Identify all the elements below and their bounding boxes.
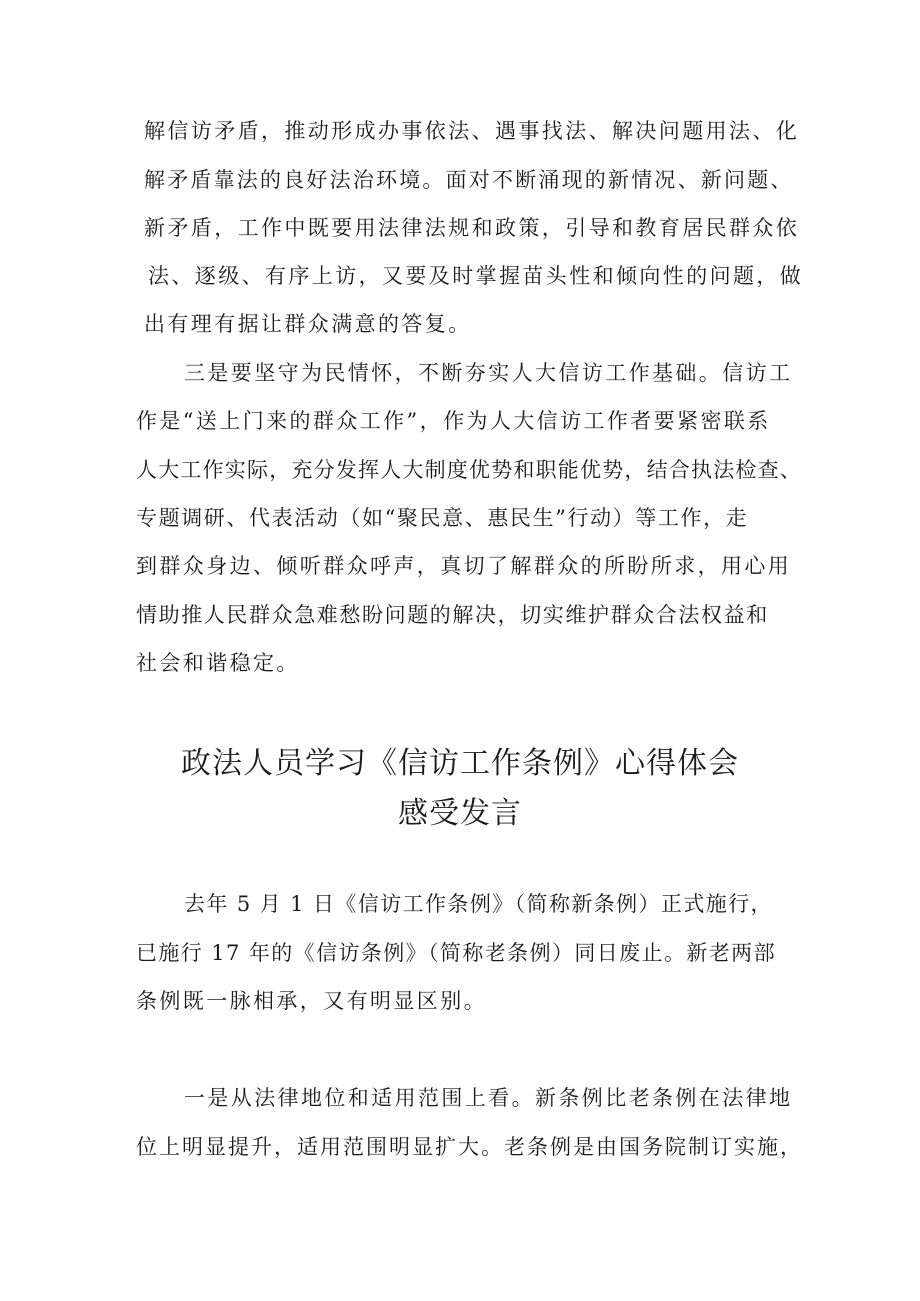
- paragraph-2-line-7: 社会和谐稳定。: [136, 651, 300, 675]
- section-title-line-1: 政法人员学习《信访工作条例》心得体会: [181, 746, 739, 781]
- paragraph-2-line-2: 作是“送上门来的群众工作”，作为人大信访工作者要紧密联系: [136, 409, 771, 433]
- paragraph-3-line-1: 去年 5 月 1 日《信访工作条例》（简称新条例）正式施行，: [184, 892, 773, 916]
- paragraph-2-line-5: 到群众身边、倾听群众呼声，真切了解群众的所盼所求，用心用: [136, 554, 792, 578]
- paragraph-1-line-4: 法、逐级、有序上访，又要及时掌握苗头性和倾向性的问题，做: [148, 264, 804, 288]
- paragraph-1-line-1: 解信访矛盾，推动形成办事依法、遇事找法、解决问题用法、化: [144, 119, 800, 143]
- paragraph-4-line-2: 位上明显提升，适用范围明显扩大。老条例是由国务院制订实施，: [136, 1135, 803, 1159]
- paragraph-1-line-2: 解矛盾靠法的良好法治环境。面对不断涌现的新情况、新问题、: [144, 168, 794, 192]
- paragraph-3-line-2: 已施行 17 年的《信访条例》（简称老条例）同日废止。新老两部: [136, 941, 776, 965]
- paragraph-2-line-6: 情助推人民群众急难愁盼问题的解决，切实维护群众合法权益和: [136, 603, 769, 627]
- section-title-line-2: 感受发言: [398, 796, 522, 831]
- paragraph-2-line-1: 三是要坚守为民情怀，不断夯实人大信访工作基础。信访工: [184, 361, 793, 385]
- paragraph-2-line-3: 人大工作实际，充分发挥人大制度优势和职能优势，结合执法检查、: [136, 458, 802, 482]
- paragraph-2-line-4: 专题调研、代表活动（如“聚民意、惠民生”行动）等工作，走: [136, 506, 749, 530]
- paragraph-4-line-1: 一是从法律地位和适用范围上看。新条例比老条例在法律地: [184, 1086, 793, 1110]
- paragraph-1-line-3: 新矛盾，工作中既要用法律法规和政策，引导和教育居民群众依: [144, 216, 800, 240]
- paragraph-3-line-3: 条例既一脉相承，又有明显区别。: [136, 989, 487, 1013]
- paragraph-1-line-5: 出有理有据让群众满意的答复。: [144, 312, 472, 336]
